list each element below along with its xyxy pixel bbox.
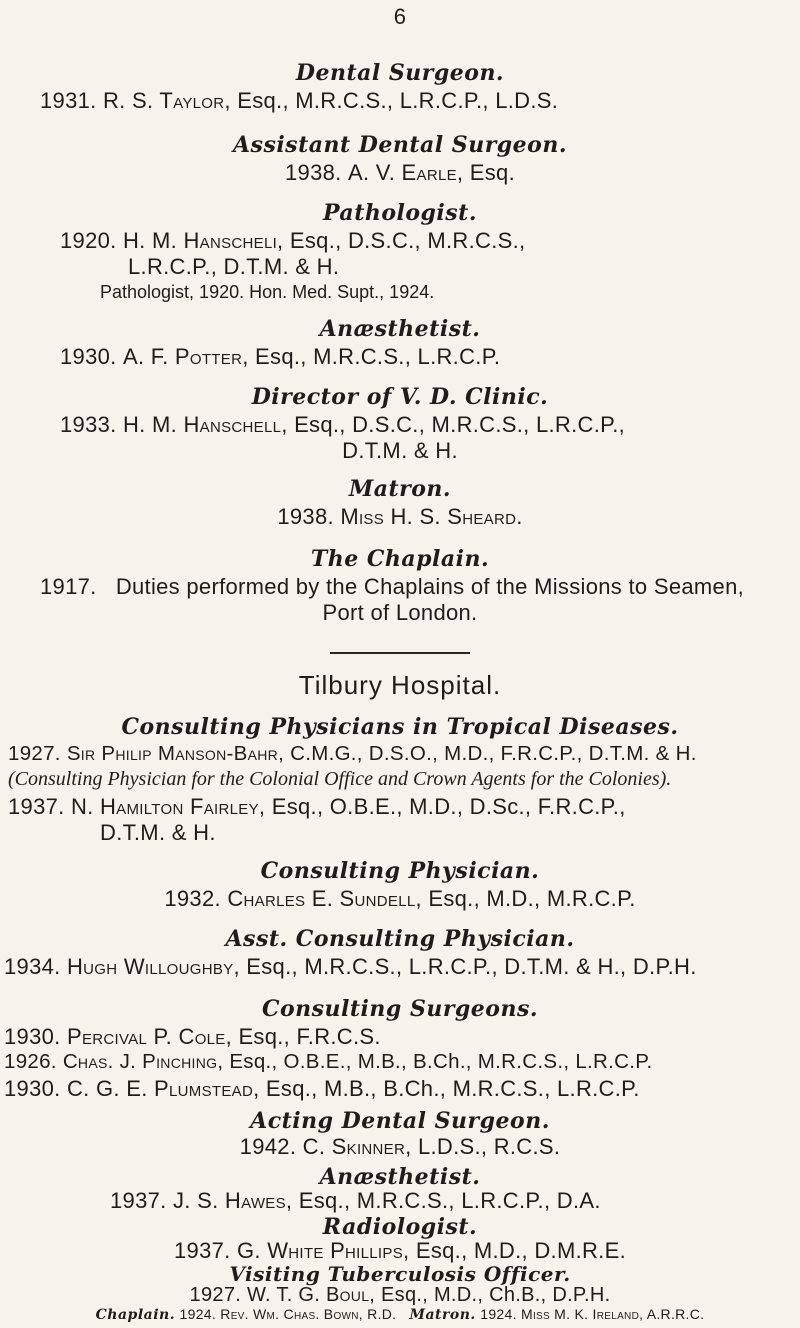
entry-pinching: 1926. Chas. J. Pinching, Esq., O.B.E., M.B., B.Ch., M.R.C.S., L.R.C.P. — [4, 1050, 653, 1073]
entry-skinner: 1942. C. Skinner, L.D.S., R.C.S. — [239, 1134, 561, 1159]
heading-consulting-surgeons: Consulting Surgeons. — [261, 996, 539, 1022]
entry-cole: 1930. Percival P. Cole, Esq., F.R.C.S. — [4, 1024, 381, 1049]
heading-chaplain-tilbury: Chaplain. — [95, 1307, 176, 1323]
entry-fairley: 1937. N. Hamilton Fairley, Esq., O.B.E., M.D., D.Sc., F.R.C.P., — [8, 794, 626, 819]
entry-chaplain-port: Port of London. — [322, 600, 478, 625]
heading-matron-tilbury: Matron. — [409, 1307, 476, 1323]
entry-plumstead: 1930. C. G. E. Plumstead, Esq., M.B., B.Ch., M.R.C.S., L.R.C.P. — [4, 1076, 640, 1101]
entry-pathologist-quals: L.R.C.P., D.T.M. & H. — [128, 254, 340, 279]
section-title-tilbury: Tilbury Hospital. — [298, 670, 502, 700]
entry-director-vd-clinic-quals: D.T.M. & H. — [342, 438, 458, 463]
heading-consulting-physicians-tropical: Consulting Physicians in Tropical Diseases. — [121, 714, 679, 740]
heading-anaesthetist: Anæsthetist. — [319, 316, 481, 342]
overflow-line — [0, 1306, 800, 1323]
note-consulting-physician: (Consulting Physician for the Colonial Office and Crown Agents for the Colonies). — [8, 768, 672, 790]
heading-dental-surgeon: Dental Surgeon. — [295, 60, 505, 86]
heading-assistant-dental-surgeon: Assistant Dental Surgeon. — [232, 132, 567, 158]
entry-dental-surgeon: 1931. R. S. Taylor, Esq., M.R.C.S., L.R.C.P., L.D.S. — [40, 88, 559, 113]
entry-boul: 1927. W. T. G. Boul, Esq., M.D., Ch.B., D.P.H. — [189, 1284, 611, 1306]
entry-manson-bahr: 1927. Sir Philip Manson-Bahr, C.M.G., D.S.O., M.D., F.R.C.P., D.T.M. & H. — [8, 742, 697, 765]
heading-director-vd-clinic: Director of V. D. Clinic. — [251, 384, 549, 410]
entry-white-phillips: 1937. G. White Phillips, Esq., M.D., D.M.R.E. — [174, 1238, 626, 1263]
section-divider — [330, 652, 470, 654]
heading-pathologist: Pathologist. — [322, 200, 478, 226]
entry-anaesthetist: 1930. A. F. Potter, Esq., M.R.C.S., L.R.C.P. — [60, 344, 501, 369]
entry-fairley-quals: D.T.M. & H. — [100, 820, 216, 845]
entry-matron: 1938. Miss H. S. Sheard. — [277, 504, 523, 529]
entry-hawes: 1937. J. S. Hawes, Esq., M.R.C.S., L.R.C.P., D.A. — [110, 1188, 601, 1213]
heading-visiting-tb-officer: Visiting Tuberculosis Officer. — [229, 1262, 571, 1286]
page-number: 6 — [393, 4, 407, 29]
entry-director-vd-clinic: 1933. H. M. Hanschell, Esq., D.S.C., M.R.C.S., L.R.C.P., — [60, 412, 626, 437]
entry-bown: 1924. Rev. Wm. Chas. Bown, R.D. — [179, 1306, 397, 1322]
heading-radiologist: Radiologist. — [322, 1214, 478, 1240]
entry-willoughby: 1934. Hugh Willoughby, Esq., M.R.C.S., L.R.C.P., D.T.M. & H., D.P.H. — [4, 954, 697, 979]
entry-assistant-dental-surgeon: 1938. A. V. Earle, Esq. — [285, 160, 515, 185]
heading-acting-dental-surgeon: Acting Dental Surgeon. — [250, 1108, 550, 1134]
heading-asst-consulting-physician: Asst. Consulting Physician. — [225, 926, 575, 952]
entry-pathologist: 1920. H. M. Hanscheli, Esq., D.S.C., M.R.C.S., — [60, 228, 526, 253]
heading-anaesthetist-tilbury: Anæsthetist. — [319, 1164, 481, 1190]
heading-chaplain: The Chaplain. — [310, 546, 490, 572]
entry-sundell: 1932. Charles E. Sundell, Esq., M.D., M.R.C.P. — [164, 886, 636, 911]
heading-matron: Matron. — [348, 476, 452, 502]
entry-chaplain: 1917. Duties performed by the Chaplains of the Missions to Seamen, — [40, 574, 745, 599]
heading-consulting-physician: Consulting Physician. — [260, 858, 540, 884]
entry-ireland: 1924. Miss M. K. Ireland, A.R.R.C. — [480, 1306, 705, 1322]
note-pathologist: Pathologist, 1920. Hon. Med. Supt., 1924. — [100, 282, 435, 302]
